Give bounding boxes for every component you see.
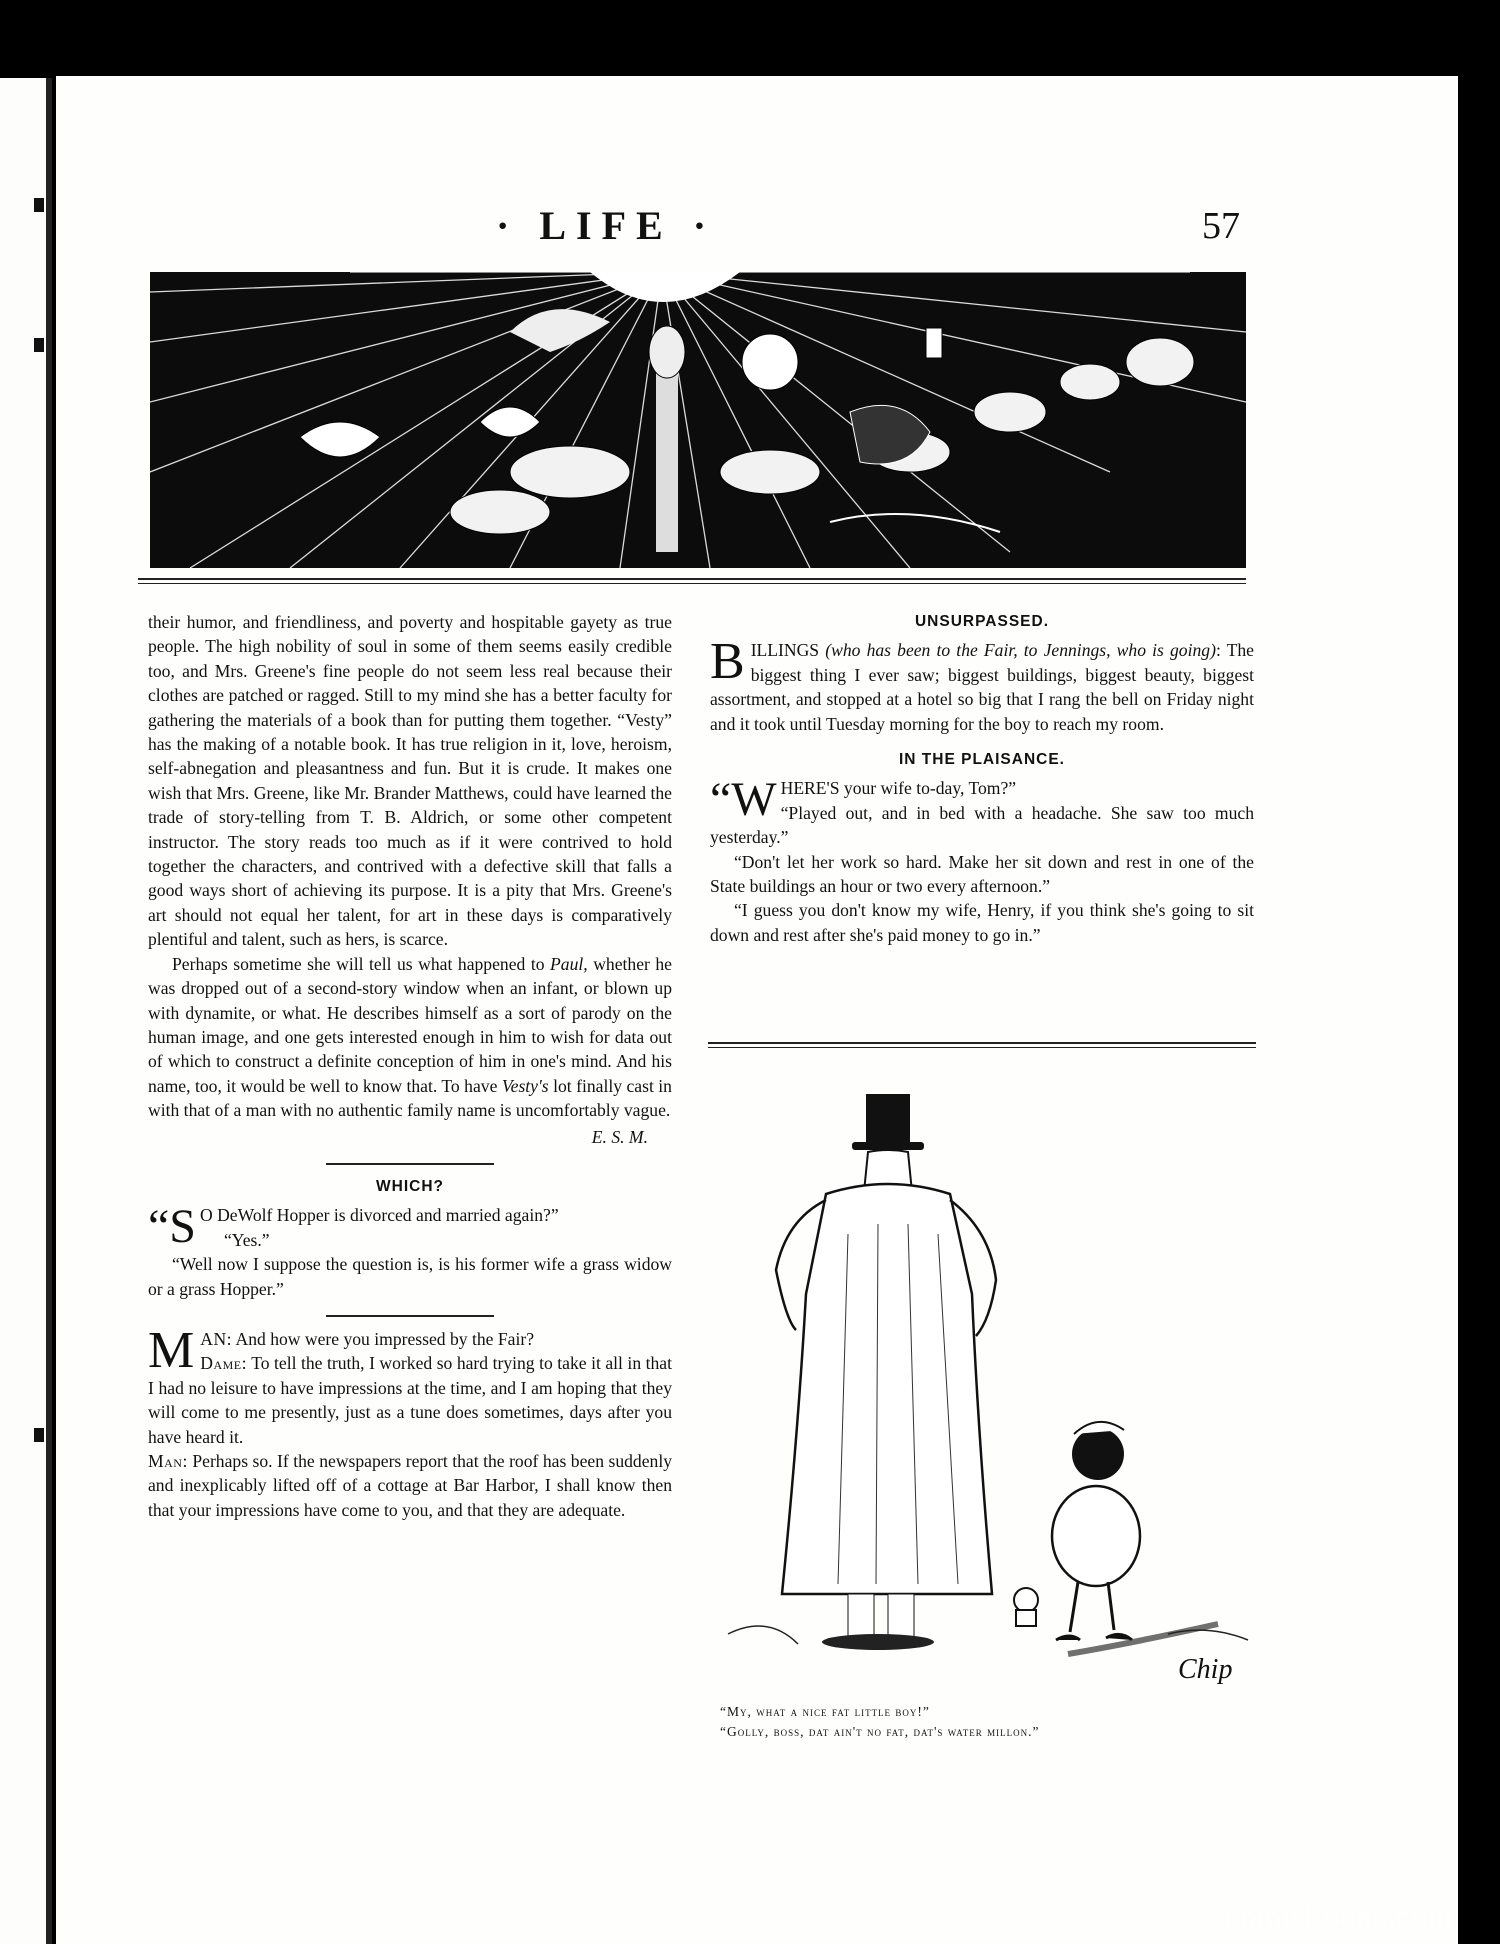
caption-line: “My, what a nice fat little boy!” [720,1704,930,1719]
drop-cap: “S [148,1200,196,1254]
speaker-label: ILLINGS [750,640,820,661]
review-text: whether he was dropped out of a second-story window when an infant, or blown up with dynamite, or what. He describes himself as a sort of parody on the human image, and one gets interested enough in him to wish for data out of which to construct a definite conception of him in one's mind. And his name, too, it would be well to know that. To have [148,953,672,1096]
dialogue-text: HERE'S your wife to-day, Tom?” [780,778,1017,799]
section-divider [138,578,1246,584]
page-binding [46,78,52,1944]
review-text: Perhaps sometime she will tell us what happened to [172,953,551,974]
artist-signature: Chip [1178,1654,1233,1685]
binding-mark [34,338,44,352]
review-text: lot finally cast in with that of a man with no authentic family name is uncomfortably vague. [148,1075,672,1121]
binding-mark [34,198,44,212]
banner-drawing [150,272,1246,568]
speaker-label: AN: [200,1328,233,1349]
review-paragraph: their humor, and friendliness, and poverty and hospitable gayety as true people. The high nobility of soul in some of them seems easily credible too, and Mrs. Greene's fine people do not seem less real because their clothes are patched or ragged. Still to my mind she has a better faculty for gathering the materials of a book than for putting them together. “Vesty” has the making of a notable book. It has true religion in it, love, heroism, self-abnegation and pleasantness and fun. But it is crude. It makes one wish that Mrs. Greene, like Mr. Brander Matthews, could have learned the trade of story-telling from T. B. Aldrich, or some other competent instructor. The story reads too much as if it were contrived to hold together the characters, and contrived with a defective skill that falls a good ways short of achieving its purpose. It is a pity that Mrs. Greene's art should not equal her talent, for art in these days is comparatively plentiful and talent, such as hers, is scarce. [148,612,672,950]
dialogue-text: : The biggest thing I ever saw; biggest buildings, biggest beauty, biggest assortment, and stopped at a hotel so big that I rang the bell on Friday night and it took until Tuesday morning for the boy to reach my room. [710,640,1254,734]
section-heading-which: WHICH? [376,1177,444,1195]
page-header [56,202,1458,262]
caption-line: “Golly, boss, dat ain't no fat, dat's water millon.” [720,1724,1040,1739]
drop-cap: “W [710,773,777,827]
fair-dialogue [148,1449,672,1522]
site-watermark: comicbooks.com [1224,1902,1453,1933]
fair-dialogue [148,1321,672,1449]
magazine-title: · LIFE · [496,203,717,248]
stage-direction: (who has been to the Fair, to Jennings, who is going) [825,640,1216,661]
magazine-page [56,76,1458,1944]
previous-page-edge [0,78,46,1944]
character-name: Paul, [550,953,588,974]
binding-mark [34,1428,44,1442]
cartoon-caption [720,1702,1040,1742]
plaisance-line [710,773,1254,849]
which-line: “Yes.” [224,1229,270,1250]
speaker-label: Man: [148,1451,188,1471]
unsurpassed-text [710,633,1254,736]
author-signature: E. S. M. [591,1126,648,1147]
header-illustration [150,272,1246,568]
right-column [710,610,1254,947]
cartoon-drawing [708,1074,1260,1694]
dialogue-text: To tell the truth, I worked so hard trying to take it all in that I had no leisure to have impressions at the time, and I am hoping that they will come to me presently, just as a tune does sometimes, days after you have heard it. [148,1353,672,1447]
dialogue-text: “Played out, and in bed with a headache. She saw too much yesterday.” [710,802,1254,848]
page-number: 57 [1202,205,1240,247]
speaker-label: Dame: [200,1353,248,1374]
which-text: O DeWolf Hopper is divorced and married again?” [200,1205,559,1226]
section-rule [326,1163,494,1165]
section-divider [708,1042,1256,1048]
book-title: Vesty's [501,1075,549,1096]
drop-cap: B [710,633,745,691]
left-column [148,610,672,1522]
dialogue-text: And how were you impressed by the Fair? [232,1328,535,1349]
plaisance-line: “Don't let her work so hard. Make her sit down and rest in one of the State buildings an hour or two every afternoon.” [710,851,1254,897]
section-heading-plaisance: IN THE PLAISANCE. [899,751,1065,769]
review-paragraph [148,952,672,1123]
section-heading-unsurpassed: UNSURPASSED. [914,613,1049,630]
section-rule [326,1315,494,1317]
which-line: “Well now I suppose the question is, is his former wife a grass widow or a grass Hopper.” [148,1254,672,1299]
cartoon-illustration [708,1074,1260,1694]
dialogue-text: Perhaps so. If the newspapers report that the roof has been suddenly and inexplicably lifted off of a cottage at Bar Harbor, I shall know then that your impressions have come to you, and that they are adequate. [148,1451,672,1520]
plaisance-line: “I guess you don't know my wife, Henry, if you think she's going to sit down and rest after she's paid money to go in.” [710,900,1254,945]
drop-cap: M [148,1321,195,1379]
